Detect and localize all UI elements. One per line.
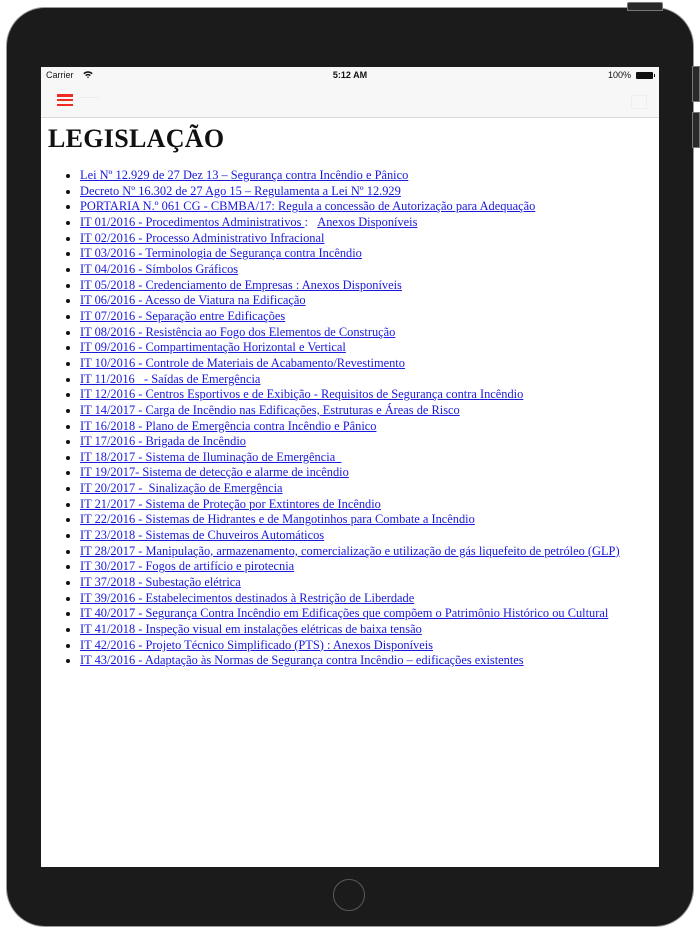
list-item <box>80 544 620 560</box>
list-item <box>80 434 620 450</box>
list-item <box>80 340 620 356</box>
list-item <box>80 481 620 497</box>
clock: 5:12 AM <box>332 70 368 80</box>
list-item <box>80 184 620 200</box>
list-item <box>80 199 620 215</box>
legislation-link[interactable]: IT 10/2016 - Controle de Materiais de Acabamento/Revestimento <box>80 355 405 370</box>
navigation-bar <box>41 85 659 118</box>
legislation-link[interactable]: IT 19/2017- Sistema de detecção e alarme de incêndio <box>80 465 349 480</box>
legislation-link[interactable]: IT 01/2016 - Procedimentos Administrativos <box>80 214 305 229</box>
list-item <box>80 591 620 607</box>
volume-down-button <box>692 112 700 148</box>
legislation-link[interactable]: PORTARIA N.º 061 CG - CBMBA/17: Regula a concessão de Autorização para Adequação <box>80 199 536 214</box>
legislation-link[interactable]: IT 22/2016 - Sistemas de Hidrantes e de Mangotinhos para Combate a Incêndio <box>80 512 475 527</box>
list-item <box>80 403 620 419</box>
legislation-link[interactable]: IT 11/2016 - Saídas de Emergência <box>80 371 261 386</box>
list-item <box>80 168 620 184</box>
power-button <box>627 2 663 11</box>
legislation-link[interactable]: IT 04/2016 - Símbolos Gráficos <box>80 261 239 276</box>
legislation-link[interactable]: IT 41/2018 - Inspeção visual em instalações elétricas de baixa tensão <box>80 622 422 637</box>
legislation-link[interactable]: IT 02/2016 - Processo Administrativo Infracional <box>80 230 325 245</box>
legislation-link[interactable]: IT 16/2018 - Plano de Emergência contra Incêndio e Pânico <box>80 418 377 433</box>
legislation-link[interactable]: IT 17/2016 - Brigada de Incêndio <box>80 434 246 449</box>
home-button[interactable] <box>333 879 365 911</box>
faded-nav-button <box>631 95 647 109</box>
legislation-link[interactable]: IT 08/2016 - Resistência ao Fogo dos Elementos de Construção <box>80 324 396 339</box>
legislation-link[interactable]: IT 14/2017 - Carga de Incêndio nas Edificações, Estruturas e Áreas de Risco <box>80 402 460 417</box>
legislation-list <box>63 168 620 669</box>
status-bar <box>41 67 659 85</box>
list-item <box>80 372 620 388</box>
legislation-link[interactable]: Lei Nº 12.929 de 27 Dez 13 – Segurança contra Incêndio e Pânico <box>80 168 409 182</box>
list-item <box>80 638 620 654</box>
list-item <box>80 278 620 294</box>
list-item <box>80 575 620 591</box>
legislation-link[interactable]: IT 43/2016 - Adaptação às Normas de Segurança contra Incêndio – edificações existentes <box>80 653 524 668</box>
legislation-link[interactable]: IT 20/2017 - Sinalização de Emergência <box>80 481 283 496</box>
battery-icon <box>636 72 653 79</box>
separator: : <box>304 214 308 229</box>
hamburger-menu-icon[interactable] <box>57 94 73 106</box>
list-item <box>80 465 620 481</box>
list-item <box>80 419 620 435</box>
volume-up-button <box>692 66 700 102</box>
legislation-link[interactable]: IT 18/2017 - Sistema de Iluminação de Emergência <box>80 449 342 464</box>
list-item <box>80 246 620 262</box>
battery-percentage: 100% <box>607 70 631 80</box>
list-item <box>80 450 620 466</box>
list-item <box>80 262 620 278</box>
legislation-link[interactable]: IT 03/2016 - Terminologia de Segurança contra Incêndio <box>80 246 362 261</box>
faded-nav-artifact <box>79 97 99 106</box>
annex-link[interactable]: Anexos Disponíveis <box>317 214 418 229</box>
list-item <box>80 356 620 372</box>
legislation-link[interactable]: IT 12/2016 - Centros Esportivos e de Exibição - Requisitos de Segurança contra Incêndio <box>80 387 524 402</box>
list-item <box>80 387 620 403</box>
legislation-link[interactable]: IT 37/2018 - Subestação elétrica <box>80 575 241 590</box>
list-item <box>80 325 620 341</box>
legislation-link[interactable]: IT 23/2018 - Sistemas de Chuveiros Automáticos <box>80 528 325 543</box>
legislation-link[interactable]: IT 09/2016 - Compartimentação Horizontal e Vertical <box>80 340 346 355</box>
legislation-link[interactable]: IT 40/2017 - Segurança Contra Incêndio em Edificações que compõem o Patrimônio Histórico ou Cultural <box>80 606 609 621</box>
legislation-link[interactable]: IT 05/2018 - Credenciamento de Empresas : Anexos Disponíveis <box>80 277 402 292</box>
list-item <box>80 215 620 231</box>
list-item <box>80 512 620 528</box>
legislation-link[interactable]: IT 39/2016 - Estabelecimentos destinados à Restrição de Liberdade <box>80 590 415 605</box>
list-item <box>80 606 620 622</box>
legislation-link[interactable]: IT 21/2017 - Sistema de Proteção por Extintores de Incêndio <box>80 496 381 511</box>
list-item <box>80 622 620 638</box>
list-item <box>80 528 620 544</box>
screen <box>41 67 659 867</box>
list-item <box>80 497 620 513</box>
legislation-link[interactable]: Decreto Nº 16.302 de 27 Ago 15 – Regulamenta a Lei Nº 12.929 <box>80 183 401 198</box>
list-item <box>80 293 620 309</box>
legislation-link[interactable]: IT 42/2016 - Projeto Técnico Simplificado (PTS) : Anexos Disponíveis <box>80 637 433 652</box>
list-item <box>80 559 620 575</box>
list-item <box>80 231 620 247</box>
legislation-link[interactable]: IT 30/2017 - Fogos de artifício e pirotecnia <box>80 559 295 574</box>
legislation-link[interactable]: IT 28/2017 - Manipulação, armazenamento, comercialização e utilização de gás liquefeito de petróleo (GLP) <box>80 543 620 558</box>
list-item <box>80 653 620 669</box>
legislation-link[interactable]: IT 06/2016 - Acesso de Viatura na Edificação <box>80 293 306 308</box>
page-title: LEGISLAÇÃO <box>48 124 225 153</box>
legislation-link[interactable]: IT 07/2016 - Separação entre Edificações <box>80 308 286 323</box>
carrier-label: Carrier <box>46 70 74 80</box>
list-item <box>80 309 620 325</box>
